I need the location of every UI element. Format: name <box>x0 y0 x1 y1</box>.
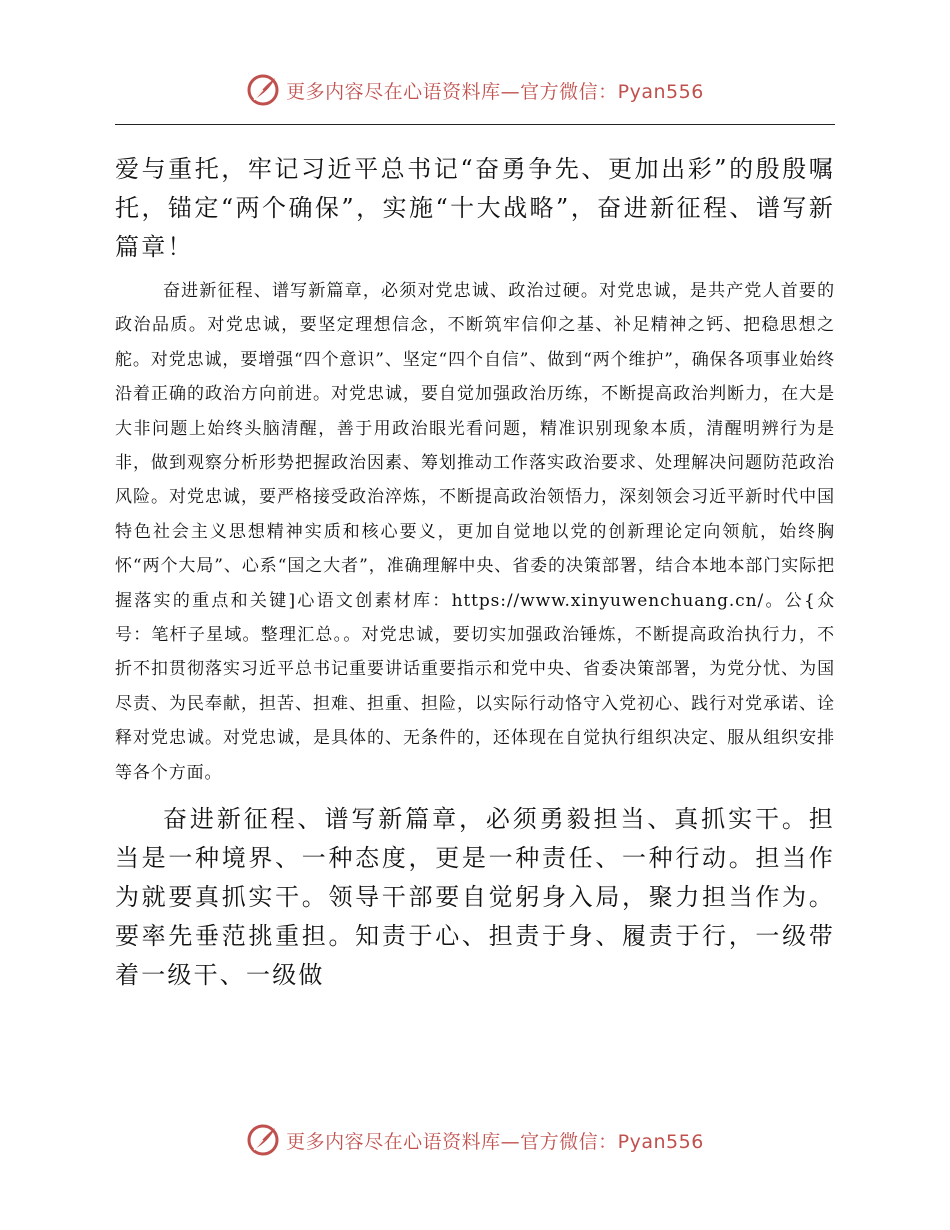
responsibility-paragraph: 奋进新征程、谱写新篇章，必须勇毅担当、真抓实干。担当是一种境界、一种态度，更是一种责任、一种行动。担当作为就要真抓实干。领导干部要自觉躬身入局，聚力担当作为。要率先垂范挑重担。知责于心、担责于身、履责于行，一级带着一级干、一级做 <box>115 805 835 990</box>
loyalty-paragraph: 奋进新征程、谱写新篇章，必须对党忠诚、政治过硬。对党忠诚，是共产党人首要的政治品质。对党忠诚，要坚定理想信念，不断筑牢信仰之基、补足精神之钙、把稳思想之舵。对党忠诚，要增强“四个意识”、坚定“四个自信”、做到“两个维护”，确保各项事业始终沿着正确的政治方向前进。对党忠诚，要自觉加强政治历练，不断提高政治判断力，在大是大非问题上始终头脑清醒，善于用政治眼光看问题，精准识别现象本质，清醒明辨行为是非，做到观察分析形势把握政治因素、筹划推动工作落实政治要求、处理解决问题防范政治风险。对党忠诚，要严格接受政治淬炼，不断提高政治领悟力，深刻领会习近平新时代中国特色社会主义思想精神实质和核心要义，更加自觉地以党的创新理论定向领航，始终胸怀“两个大局”、心系“国之大者”，准确理解中央、省委的决策部署，结合本地本部门实际把握落实的重点和关键]心语文创素材库：https://www.xinyuwenchuang.cn/。公{众号：笔杆子星域。整理汇总。。对党忠诚，要切实加强政治锤炼，不断提高政治执行力，不折不扣贯彻落实习近平总书记重要讲话重要指示和党中央、省委决策部署，为党分忧、为国尽责、为民奉献，担苦、担难、担重、担险，以实际行动恪守入党初心、践行对党承诺、诠释对党忠诚。对党忠诚，是具体的、无条件的，还体现在自觉执行组织决定、服从组织安排等各个方面。 <box>115 281 835 783</box>
paragraph-gap <box>115 790 835 800</box>
header-banner <box>0 70 950 110</box>
header-divider <box>115 124 835 125</box>
document-body <box>115 150 835 995</box>
header-banner-text: 更多内容尽在心语资料库—官方微信：Pyan556 <box>286 80 704 103</box>
footer-banner-text: 更多内容尽在心语资料库—官方微信：Pyan556 <box>286 1130 704 1153</box>
quill-pen-logo-icon <box>246 73 280 107</box>
quill-pen-logo-icon <box>246 1123 280 1157</box>
opening-paragraph: 爱与重托，牢记习近平总书记“奋勇争先、更加出彩”的殷殷嘱托，锚定“两个确保”，实施“十大战略”，奋进新征程、谱写新篇章！ <box>115 155 835 261</box>
footer-banner <box>0 1120 950 1160</box>
